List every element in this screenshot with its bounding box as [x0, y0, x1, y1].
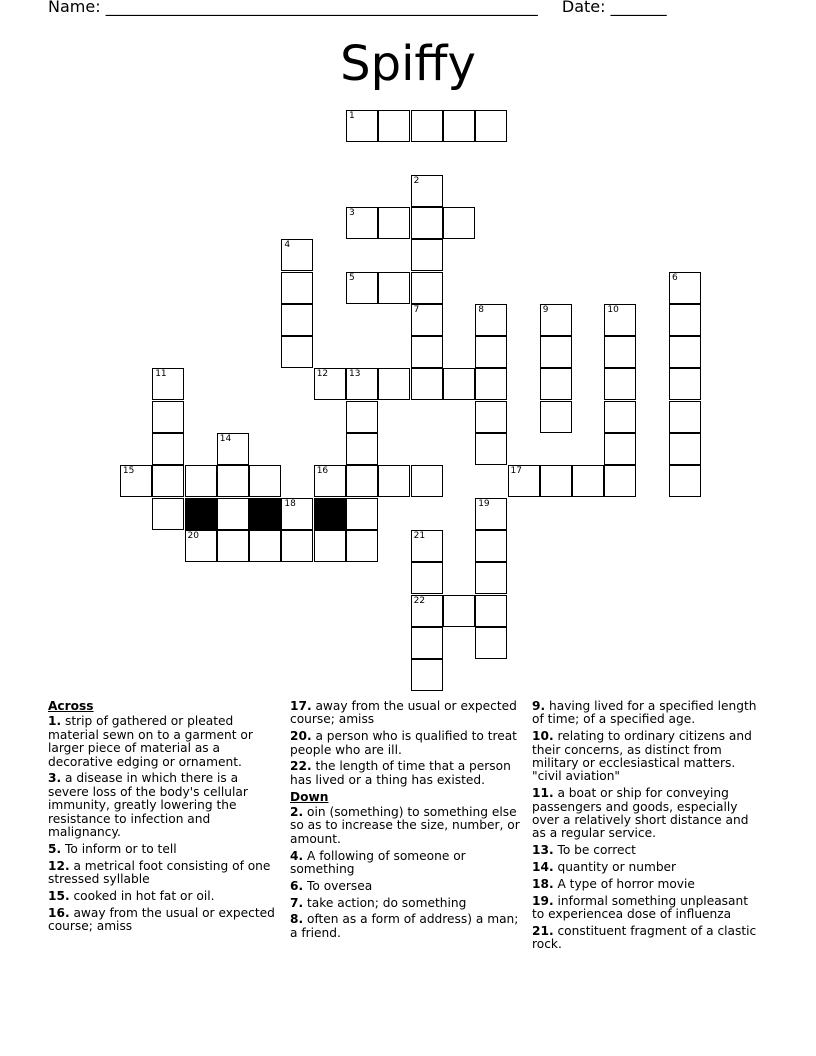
clue-item-text: a person who is qualified to treat people who are ill.	[290, 729, 517, 757]
grid-cell[interactable]	[185, 465, 217, 497]
grid-cell[interactable]	[314, 530, 346, 562]
puzzle-title: Spiffy	[340, 36, 476, 92]
clue-item-text: strip of gathered or pleated material sewn on to a garment or larger piece of material as a decorative edging or ornament.	[48, 714, 253, 769]
grid-cell[interactable]	[475, 627, 507, 659]
clue-number: 6	[672, 272, 678, 283]
clue-item-number: 10.	[532, 729, 554, 744]
grid-cell[interactable]	[604, 433, 636, 465]
grid-cell[interactable]	[411, 207, 443, 239]
clue-item	[290, 897, 522, 910]
grid-cell[interactable]	[572, 465, 604, 497]
name-field[interactable]: ______________________________________________________	[105, 0, 538, 16]
grid-cell[interactable]	[475, 304, 507, 336]
grid-cell[interactable]	[540, 368, 572, 400]
name-label: Name:	[48, 0, 101, 16]
across-header: Across	[48, 699, 94, 713]
clue-item	[532, 700, 764, 727]
grid-cell[interactable]	[346, 272, 378, 304]
grid-cell[interactable]	[346, 368, 378, 400]
clue-item-number: 15.	[48, 888, 70, 903]
clue-item-number: 4.	[290, 848, 304, 863]
clue-item-text: away from the usual or expected course; amiss	[290, 699, 517, 727]
clue-number: 4	[284, 240, 291, 251]
grid-cell[interactable]	[475, 368, 507, 400]
grid-cell[interactable]	[411, 595, 443, 627]
grid-cell[interactable]	[378, 207, 410, 239]
across-clues-list	[48, 715, 280, 933]
grid-cell[interactable]	[346, 498, 378, 530]
clue-item-number: 22.	[290, 759, 312, 774]
clues-column-1	[48, 700, 280, 937]
clue-item	[290, 760, 522, 787]
grid-cell[interactable]	[443, 595, 475, 627]
grid-cell[interactable]	[443, 207, 475, 239]
grid-cell[interactable]	[185, 530, 217, 562]
date-label: Date:	[561, 0, 606, 16]
clue-item-number: 5.	[48, 841, 62, 856]
clue-item	[532, 787, 764, 841]
clue-item	[532, 895, 764, 922]
clue-item	[48, 860, 280, 887]
clue-number: 7	[413, 304, 420, 315]
grid-cell[interactable]	[152, 433, 184, 465]
grid-cell[interactable]	[152, 401, 184, 433]
grid-cell[interactable]	[669, 368, 701, 400]
grid-cell[interactable]	[475, 110, 507, 142]
clue-item-text: a disease in which there is a severe loss of the body's cellular immunity, greatly lowering the resistance to infection and malignancy.	[48, 771, 248, 840]
clue-item-text: constituent fragment of a clastic rock.	[532, 923, 757, 952]
grid-cell[interactable]	[411, 304, 443, 336]
clue-item-number: 17.	[290, 699, 312, 713]
clue-item-text: informal something unpleasant to experiencea dose of influenza	[532, 893, 748, 922]
clue-item	[290, 806, 522, 846]
clue-number: 21	[413, 530, 426, 541]
clue-item-text: quantity or number	[553, 860, 677, 875]
grid-cell[interactable]	[281, 336, 313, 368]
clue-number: 5	[349, 272, 355, 283]
clue-item-number: 7.	[290, 895, 304, 910]
clue-item	[48, 890, 280, 903]
clue-item-text: having lived for a specified length of time; of a specified age.	[532, 699, 757, 727]
grid-cell[interactable]	[411, 368, 443, 400]
clue-item-text: a metrical foot consisting of one stressed syllable	[48, 858, 271, 887]
grid-cell[interactable]	[346, 465, 378, 497]
grid-cell[interactable]	[540, 304, 572, 336]
down-clues-list	[290, 806, 522, 940]
clue-item	[532, 925, 764, 952]
grid-cell[interactable]	[346, 401, 378, 433]
clue-item-text: To inform or to tell	[61, 841, 177, 856]
grid-cell[interactable]	[378, 465, 410, 497]
grid-cell[interactable]	[475, 530, 507, 562]
clue-number: 19	[478, 498, 490, 509]
clue-number: 15	[122, 466, 135, 477]
clue-number: 12	[316, 369, 329, 380]
clue-item	[48, 715, 280, 769]
grid-cell[interactable]	[508, 465, 540, 497]
grid-cell[interactable]	[669, 465, 701, 497]
grid-cell[interactable]	[411, 465, 443, 497]
grid-cell[interactable]	[378, 272, 410, 304]
grid-cell[interactable]	[540, 465, 572, 497]
grid-cell[interactable]	[346, 207, 378, 239]
clues-column-3	[532, 700, 764, 955]
grid-cell[interactable]	[604, 401, 636, 433]
clue-item-text: often as a form of address) a man; a friend.	[290, 912, 519, 940]
black-cell	[185, 498, 217, 530]
clue-number: 18	[284, 498, 296, 509]
clue-item-number: 14.	[532, 860, 554, 875]
clue-item-number: 8.	[290, 912, 304, 927]
grid-cell[interactable]	[249, 530, 281, 562]
grid-cell[interactable]	[475, 595, 507, 627]
clue-item	[48, 907, 280, 934]
clue-number: 9	[542, 304, 549, 315]
clue-item	[48, 843, 280, 856]
clue-number: 17	[510, 466, 522, 477]
grid-cell[interactable]	[443, 110, 475, 142]
across-clues-list-continued	[290, 700, 522, 787]
grid-cell[interactable]	[669, 272, 701, 304]
grid-cell[interactable]	[249, 465, 281, 497]
clue-number: 1	[349, 111, 355, 121]
black-cell	[249, 498, 281, 530]
grid-cell[interactable]	[540, 336, 572, 368]
grid-cell[interactable]	[120, 465, 152, 497]
grid-cell[interactable]	[378, 110, 410, 142]
grid-cell[interactable]	[669, 304, 701, 336]
clue-item-text: relating to ordinary citizens and their concerns, as distinct from military or ecclesiastical matters. "civil aviation"	[532, 729, 752, 784]
grid-cell[interactable]	[604, 465, 636, 497]
clue-item-text: oin (something) to something else so as to increase the size, number, or amount.	[290, 805, 520, 846]
clue-item	[290, 850, 522, 877]
clue-number: 11	[155, 369, 167, 380]
grid-cell[interactable]	[281, 498, 313, 530]
clue-item	[532, 730, 764, 784]
clue-number: 16	[316, 466, 329, 477]
clue-item-text: A following of someone or something	[290, 848, 466, 877]
grid-cell[interactable]	[281, 272, 313, 304]
clue-item-number: 3.	[48, 771, 62, 786]
grid-cell[interactable]	[475, 562, 507, 594]
date-field[interactable]: _______	[610, 0, 667, 16]
clue-item-text: away from the usual or expected course; amiss	[48, 905, 275, 934]
clue-item-text: a boat or ship for conveying passengers and goods, especially over a relatively short distance and as a regular service.	[532, 786, 749, 841]
clue-item	[532, 878, 764, 891]
clue-item	[532, 844, 764, 857]
clue-item	[290, 730, 522, 757]
grid-cell[interactable]	[475, 498, 507, 530]
grid-cell[interactable]	[669, 401, 701, 433]
clues-column-2	[290, 700, 522, 944]
clue-item-number: 21.	[532, 923, 554, 938]
grid-cell[interactable]	[217, 433, 249, 465]
clue-item-number: 12.	[48, 858, 70, 873]
grid-cell[interactable]	[443, 368, 475, 400]
grid-cell[interactable]	[411, 272, 443, 304]
clue-item-number: 2.	[290, 805, 304, 820]
clue-item-text: A type of horror movie	[553, 876, 695, 891]
grid-cell[interactable]	[281, 239, 313, 271]
grid-cell[interactable]	[314, 465, 346, 497]
clue-item-number: 9.	[532, 699, 546, 713]
grid-cell[interactable]	[669, 433, 701, 465]
grid-cell[interactable]	[604, 304, 636, 336]
clue-item-text: To oversea	[303, 878, 373, 893]
grid-cell[interactable]	[411, 336, 443, 368]
grid-cell[interactable]	[152, 498, 184, 530]
clue-number: 22	[413, 595, 426, 606]
grid-cell[interactable]	[411, 175, 443, 207]
clue-item	[290, 700, 522, 727]
grid-cell[interactable]	[411, 110, 443, 142]
grid-cell[interactable]	[346, 530, 378, 562]
grid-cell[interactable]	[411, 530, 443, 562]
grid-cell[interactable]	[281, 530, 313, 562]
black-cell	[314, 498, 346, 530]
clue-item-number: 6.	[290, 878, 304, 893]
down-clues-list-continued	[532, 700, 764, 952]
clue-number: 2	[413, 175, 420, 186]
clue-item-number: 20.	[290, 729, 312, 744]
grid-cell[interactable]	[281, 304, 313, 336]
clue-item-number: 1.	[48, 714, 62, 729]
clue-item	[290, 913, 522, 940]
grid-cell[interactable]	[411, 239, 443, 271]
clue-item-number: 13.	[532, 843, 554, 858]
clue-item-number: 11.	[532, 786, 554, 801]
grid-cell[interactable]	[604, 368, 636, 400]
grid-cell[interactable]	[540, 401, 572, 433]
grid-cell[interactable]	[669, 336, 701, 368]
clue-item-number: 16.	[48, 905, 70, 920]
down-header: Down	[290, 789, 329, 804]
clue-number: 10	[607, 304, 619, 315]
grid-cell[interactable]	[152, 368, 184, 400]
grid-cell[interactable]	[411, 627, 443, 659]
clue-number: 20	[187, 530, 199, 541]
clue-item-number: 19.	[532, 893, 554, 908]
clue-item-text: take action; do something	[303, 895, 467, 910]
clue-item-text: the length of time that a person has lived or a thing has existed.	[290, 759, 511, 787]
grid-cell[interactable]	[346, 433, 378, 465]
clue-item	[532, 861, 764, 874]
grid-cell[interactable]	[217, 530, 249, 562]
clue-number: 8	[478, 304, 484, 315]
grid-cell[interactable]	[411, 659, 443, 691]
grid-cell[interactable]	[152, 465, 184, 497]
clue-item	[48, 772, 280, 839]
clue-item-text: To be correct	[553, 843, 636, 858]
clue-number: 13	[349, 369, 361, 380]
grid-cell[interactable]	[475, 401, 507, 433]
clue-item-text: cooked in hot fat or oil.	[69, 888, 215, 903]
grid-cell[interactable]	[217, 465, 249, 497]
clue-item	[290, 880, 522, 893]
clue-number: 14	[219, 434, 232, 444]
grid-cell[interactable]	[604, 336, 636, 368]
grid-cell[interactable]	[475, 336, 507, 368]
grid-cell[interactable]	[378, 368, 410, 400]
grid-cell[interactable]	[411, 562, 443, 594]
clue-number: 3	[349, 207, 355, 218]
clue-item-number: 18.	[532, 876, 554, 891]
grid-cell[interactable]	[217, 498, 249, 530]
grid-cell[interactable]	[475, 433, 507, 465]
grid-cell[interactable]	[346, 110, 378, 142]
grid-cell[interactable]	[314, 368, 346, 400]
